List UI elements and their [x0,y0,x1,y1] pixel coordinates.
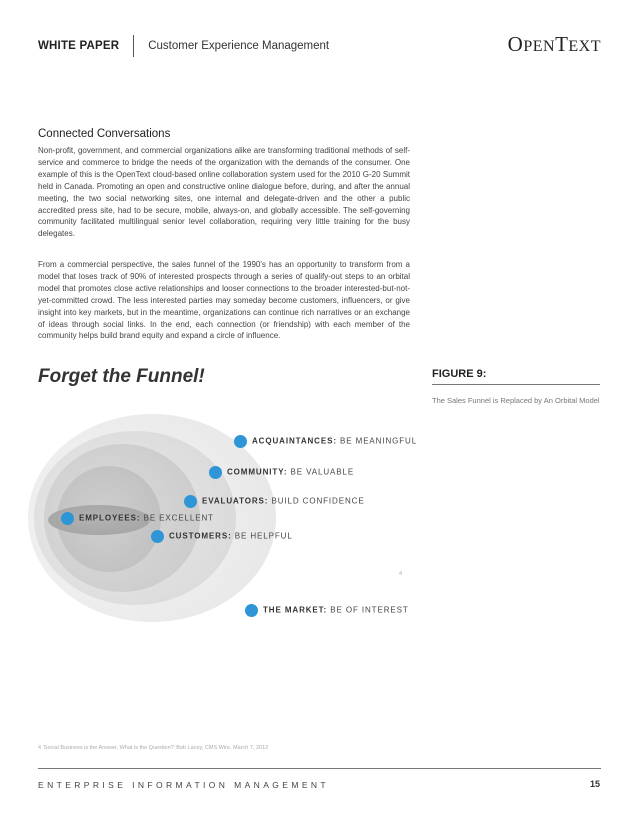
ring-name: ACQUAINTANCES: [252,436,337,446]
logo-ext: EXT [568,38,601,55]
footer-divider [38,768,601,769]
page-number: 15 [589,779,600,789]
logo-t: T [555,32,569,56]
paragraph: From a commercial perspective, the sales funnel of the 1990's has an opportunity to transform from a model that loses track of 90% of interested prospects through a series of qualify-out steps to an orbital model that promotes close active relationships and looser connections to the broader interested-but-not-yet-committed crowd. The less interested parties may someday become customers, influencers, or give insight into key markets, but in the meantime, organizations can continue rich narratives or an exchange of ideas through social links. In the end, each connection (or friendship) with each member of the community helps build brand equity and expand a circle of influence. [38,260,410,341]
doc-title: Customer Experience Management [148,40,330,52]
ring-label-customers [151,530,293,543]
ring-label-employees [61,512,214,525]
ring-label-market [245,604,409,617]
ring-label-evaluators [184,495,365,508]
ring-desc: BE OF INTEREST [330,605,409,615]
ring-label-acquaintances [234,435,417,448]
footer-label: ENTERPRISE INFORMATION MANAGEMENT [38,780,330,790]
dot-icon [245,604,258,617]
figure-heading: Forget the Funnel! [38,366,205,387]
ring-label-community [209,466,354,479]
dot-icon [184,495,197,508]
paragraph: Non-profit, government, and commercial organizations alike are transforming traditional methods of self-service and commerce to bridge the needs of the organization with the demands of the consumer. One example of this is the OpenText cloud-based online collaboration system used for the 2010 G-20 Summit held in Canada. Promoting an open and constructive online dialogue before, during, and after the annual meeting, the two social networking sites, one internal and delegate-driven and the other a public accredited press site, had to be secure, mobile, always-on, and globally accessible. The self-governing community facilitated multilingual senior level collaboration, requiring very little training for the busy delegates. [38,146,410,239]
dot-icon [151,530,164,543]
logo-pen: PEN [523,38,556,55]
ring-desc: BE HELPFUL [234,531,293,541]
doc-type: WHITE PAPER [38,40,120,52]
ring-name: COMMUNITY: [227,467,288,477]
ring-name: CUSTOMERS: [169,531,232,541]
dot-icon [209,466,222,479]
dot-icon [61,512,74,525]
logo-o: O [507,32,524,56]
footnote-marker: 4 [399,571,403,577]
ring-name: THE MARKET: [263,605,328,615]
section-title: Connected Conversations [38,128,171,140]
ring-name: EMPLOYEES: [79,513,141,523]
ring-desc: BE VALUABLE [290,467,355,477]
ring-desc: BUILD CONFIDENCE [271,496,365,506]
footnote: 4 ‘Social Business is the Answer, What is the Question?’ Bob Lacey, CMS Wire, March 7, 2012 [38,745,269,751]
dot-icon [234,435,247,448]
ring-name: EVALUATORS: [202,496,269,506]
figure-caption: The Sales Funnel is Replaced by An Orbital Model [432,396,600,405]
ring-desc: BE MEANINGFUL [340,436,418,446]
ring-desc: BE EXCELLENT [143,513,214,523]
figure-label: FIGURE 9: [432,368,487,380]
